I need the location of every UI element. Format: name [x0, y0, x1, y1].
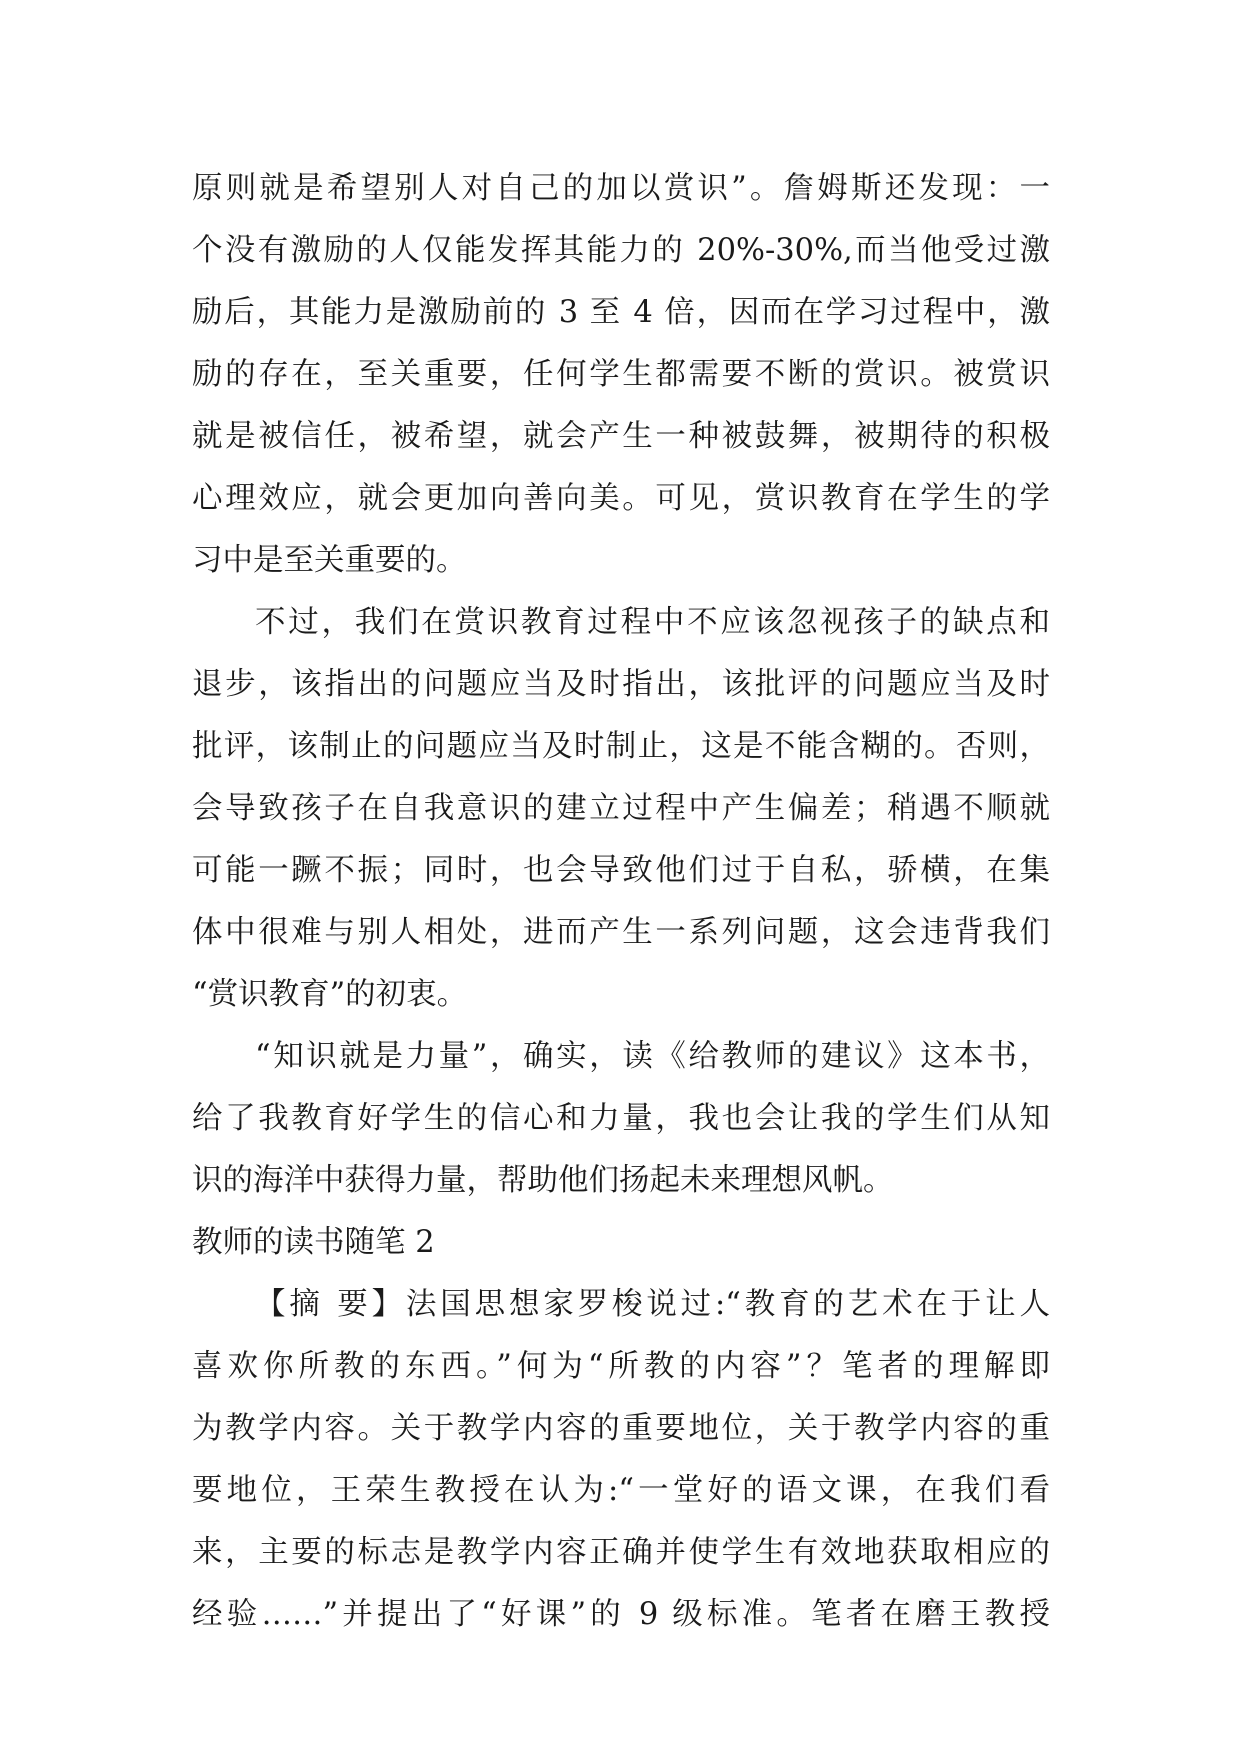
text-line: 心理效应，就会更加向善向美。可见，赏识教育在学生的学: [192, 481, 1050, 516]
text-line: 励的存在，至关重要，任何学生都需要不断的赏识。被赏识: [192, 357, 1050, 392]
text-line: 体中很难与别人相处，进而产生一系列问题，这会违背我们: [192, 915, 1050, 950]
document-page: [192, 158, 1050, 1646]
text-line: 给了我教育好学生的信心和力量，我也会让我的学生们从知: [192, 1101, 1050, 1136]
text-line: 为教学内容。关于教学内容的重要地位，关于教学内容的重: [192, 1411, 1050, 1446]
text-line: 就是被信任，被希望，就会产生一种被鼓舞，被期待的积极: [192, 419, 1050, 454]
text-line: 来，主要的标志是教学内容正确并使学生有效地获取相应的: [192, 1535, 1050, 1570]
text-line: 批评，该制止的问题应当及时制止，这是不能含糊的。否则，: [192, 729, 1050, 764]
text-line: 个没有激励的人仅能发挥其能力的 20%-30%,而当他受过激: [192, 233, 1050, 268]
paragraph-shortcomings: [192, 592, 1050, 1026]
text-line: 原则就是希望别人对自己的加以赏识”。詹姆斯还发现：一: [192, 171, 1050, 206]
text-line: 喜欢你所教的东西。”何为“所教的内容”？笔者的理解即: [192, 1349, 1050, 1384]
text-line: 可能一蹶不振；同时，也会导致他们过于自私，骄横，在集: [192, 853, 1050, 888]
paragraph-knowledge-is-power: [192, 1026, 1050, 1212]
text-line: 识的海洋中获得力量，帮助他们扬起未来理想风帆。: [192, 1163, 894, 1198]
text-line: 会导致孩子在自我意识的建立过程中产生偏差；稍遇不顺就: [192, 791, 1050, 826]
text-line: 习中是至关重要的。: [192, 543, 467, 578]
text-line: 励后，其能力是激励前的 3 至 4 倍，因而在学习过程中，激: [192, 295, 1050, 330]
text-line: 【摘 要】法国思想家罗梭说过:“教育的艺术在于让人: [255, 1287, 1050, 1322]
section-title: 教师的读书随笔 2: [192, 1225, 435, 1260]
text-line: 要地位，王荣生教授在认为:“一堂好的语文课，在我们看: [192, 1473, 1050, 1508]
paragraph-appreciation-importance: [192, 158, 1050, 592]
text-line: 退步，该指出的问题应当及时指出，该批评的问题应当及时: [192, 667, 1050, 702]
text-line: “知识就是力量”，确实，读《给教师的建议》这本书，: [255, 1039, 1050, 1074]
text-line: 经验……”并提出了“好课”的 9 级标准。笔者在磨王教授: [192, 1597, 1050, 1632]
paragraph-abstract: [192, 1274, 1050, 1646]
text-line: “赏识教育”的初衷。: [192, 977, 468, 1012]
text-line: 不过，我们在赏识教育过程中不应该忽视孩子的缺点和: [255, 605, 1050, 640]
